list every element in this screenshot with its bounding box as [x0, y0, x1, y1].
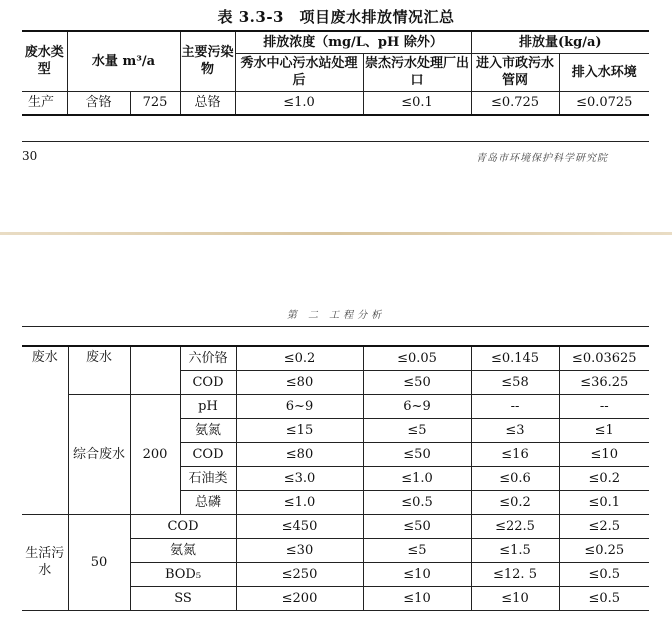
a2-cell: ≤0.2 — [559, 466, 649, 490]
a1-cell: ≤1.5 — [471, 538, 559, 562]
row-pollutant: 总铬 — [180, 91, 235, 115]
summary-table-continued — [22, 345, 649, 611]
a2-cell: ≤1 — [559, 418, 649, 442]
c1-cell: ≤250 — [236, 562, 363, 586]
c1-cell: ≤30 — [236, 538, 363, 562]
c2-cell: ≤50 — [363, 370, 471, 394]
pollutant-cell: COD — [130, 514, 236, 538]
a2-cell: ≤2.5 — [559, 514, 649, 538]
c2-cell: ≤5 — [363, 418, 471, 442]
pollutant-cell: 氨氮 — [180, 418, 236, 442]
header-amount-env: 排入水环境 — [559, 53, 649, 91]
c1-cell: ≤1.0 — [236, 490, 363, 514]
label-combined-wastewater: 综合废水 — [68, 394, 130, 514]
a2-cell: ≤0.03625 — [559, 346, 649, 370]
pollutant-cell: COD — [180, 370, 236, 394]
pollutant-cell: 总磷 — [180, 490, 236, 514]
c1-cell: ≤200 — [236, 586, 363, 610]
row-c2: ≤0.1 — [363, 91, 471, 115]
a1-cell: ≤12. 5 — [471, 562, 559, 586]
page-number: 30 — [22, 149, 38, 163]
vol-blank — [130, 346, 180, 394]
a1-cell: ≤3 — [471, 418, 559, 442]
header-conc-plant: 崇杰污水处理厂出口 — [363, 53, 471, 91]
a1-cell: ≤10 — [471, 586, 559, 610]
a1-cell: ≤16 — [471, 442, 559, 466]
header-concentration: 排放浓度（mg/L、pH 除外） — [235, 31, 471, 53]
label-wastewater: 废水 — [22, 346, 68, 514]
c2-cell: ≤10 — [363, 562, 471, 586]
c2-cell: ≤5 — [363, 538, 471, 562]
header-volume: 水量 m³/a — [67, 31, 180, 91]
label-sub-wastewater: 废水 — [68, 346, 130, 394]
header-wastewater-type: 废水类型 — [22, 31, 67, 91]
c2-cell: ≤10 — [363, 586, 471, 610]
label-domestic-sewage: 生活污水 — [22, 514, 68, 610]
c1-cell: ≤80 — [236, 442, 363, 466]
page-break — [0, 232, 672, 235]
pollutant-cell: pH — [180, 394, 236, 418]
header-amount-pipe: 进入市政污水管网 — [471, 53, 559, 91]
summary-table-header — [22, 30, 649, 116]
vol-200: 200 — [130, 394, 180, 514]
row-a1: ≤0.725 — [471, 91, 559, 115]
row-volume: 725 — [130, 91, 180, 115]
row-c1: ≤1.0 — [235, 91, 363, 115]
c2-cell: ≤50 — [363, 514, 471, 538]
c1-cell: ≤15 — [236, 418, 363, 442]
table-title: 表 3.3-3 项目废水排放情况汇总 — [217, 8, 455, 26]
pollutant-cell: BOD₅ — [130, 562, 236, 586]
a2-cell: -- — [559, 394, 649, 418]
a1-cell: ≤22.5 — [471, 514, 559, 538]
a2-cell: ≤0.1 — [559, 490, 649, 514]
c1-cell: ≤450 — [236, 514, 363, 538]
footer-rule — [22, 141, 649, 142]
institute-name: 青岛市环境保护科学研究院 — [476, 153, 608, 164]
pollutant-cell: 石油类 — [180, 466, 236, 490]
a2-cell: ≤36.25 — [559, 370, 649, 394]
pollutant-cell: 氨氮 — [130, 538, 236, 562]
c2-cell: 6~9 — [363, 394, 471, 418]
vol-50: 50 — [68, 514, 130, 610]
running-header: 第 二 工程分析 — [286, 310, 386, 321]
a1-cell: ≤0.145 — [471, 346, 559, 370]
c1-cell: 6~9 — [236, 394, 363, 418]
row-subtype: 含铬 — [67, 91, 130, 115]
a2-cell: ≤0.5 — [559, 562, 649, 586]
header-amount: 排放量(kg/a) — [471, 31, 649, 53]
a2-cell: ≤0.25 — [559, 538, 649, 562]
c2-cell: ≤0.5 — [363, 490, 471, 514]
c1-cell: ≤0.2 — [236, 346, 363, 370]
c2-cell: ≤50 — [363, 442, 471, 466]
row-type: 生产 — [22, 91, 67, 115]
c1-cell: ≤80 — [236, 370, 363, 394]
header-rule — [22, 326, 649, 327]
pollutant-cell: COD — [180, 442, 236, 466]
a1-cell: ≤58 — [471, 370, 559, 394]
c2-cell: ≤0.05 — [363, 346, 471, 370]
a1-cell: -- — [471, 394, 559, 418]
pollutant-cell: SS — [130, 586, 236, 610]
c2-cell: ≤1.0 — [363, 466, 471, 490]
row-a2: ≤0.0725 — [559, 91, 649, 115]
a2-cell: ≤0.5 — [559, 586, 649, 610]
pollutant-cell: 六价铬 — [180, 346, 236, 370]
c1-cell: ≤3.0 — [236, 466, 363, 490]
a1-cell: ≤0.6 — [471, 466, 559, 490]
a1-cell: ≤0.2 — [471, 490, 559, 514]
a2-cell: ≤10 — [559, 442, 649, 466]
header-conc-station: 秀水中心污水站处理后 — [235, 53, 363, 91]
header-main-pollutant: 主要污染物 — [180, 31, 235, 91]
